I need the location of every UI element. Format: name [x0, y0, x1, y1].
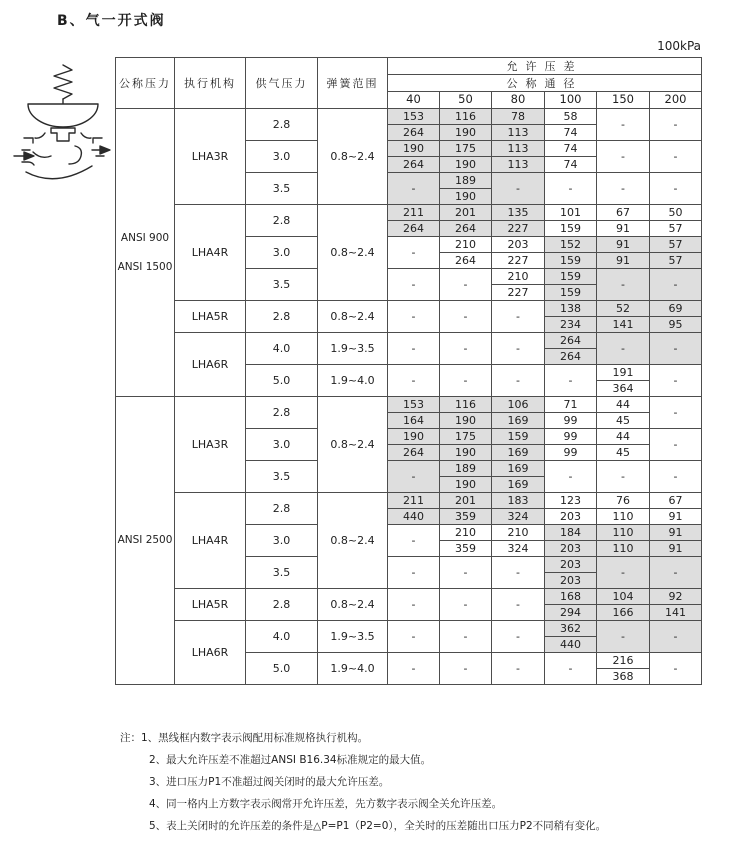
pressure-class-cell: ANSI 900 ANSI 1500: [116, 109, 175, 397]
value-cell: 45: [597, 413, 650, 429]
value-cell: 74: [545, 125, 597, 141]
note-line-2: [120, 749, 735, 771]
supply-pressure-cell: 4.0: [246, 333, 318, 365]
value-cell: 159: [492, 429, 545, 445]
value-cell: 67: [597, 205, 650, 221]
supply-pressure-cell: 2.8: [246, 301, 318, 333]
note-text: 2、最大允许压差不准超过ANSI B16.34标准规定的最大值。: [149, 754, 432, 766]
value-cell: -: [545, 653, 597, 685]
value-cell: 91: [650, 509, 702, 525]
supply-pressure-cell: 3.5: [246, 461, 318, 493]
note-text: 4、同一格内上方数字表示阀常开允许压差，先方数字表示阀全关允许压差。: [149, 798, 503, 810]
value-cell: 184: [545, 525, 597, 541]
value-cell: -: [545, 365, 597, 397]
value-cell: -: [597, 173, 650, 205]
value-cell: 210: [440, 237, 492, 253]
actuator-cell: LHA5R: [175, 301, 246, 333]
supply-pressure-cell: 3.0: [246, 141, 318, 173]
supply-pressure-cell: 5.0: [246, 653, 318, 685]
header-size-200: 200: [650, 92, 702, 109]
value-cell: -: [650, 397, 702, 429]
value-cell: 135: [492, 205, 545, 221]
value-cell: -: [388, 589, 440, 621]
value-cell: -: [650, 429, 702, 461]
value-cell: -: [388, 621, 440, 653]
header-actuator: 执行机构: [175, 58, 246, 109]
note-line-3: [120, 771, 735, 793]
value-cell: -: [388, 173, 440, 205]
table-header: [116, 58, 702, 109]
table-row: [116, 621, 702, 637]
spring-range-cell: 0.8~2.4: [318, 109, 388, 205]
value-cell: -: [492, 653, 545, 685]
value-cell: 99: [545, 429, 597, 445]
table-row: [116, 109, 702, 125]
value-cell: 110: [597, 541, 650, 557]
value-cell: -: [650, 621, 702, 653]
value-cell: 294: [545, 605, 597, 621]
value-cell: 169: [492, 413, 545, 429]
value-cell: 189: [440, 173, 492, 189]
value-cell: 189: [440, 461, 492, 477]
value-cell: 67: [650, 493, 702, 509]
notes: [120, 727, 735, 837]
supply-pressure-cell: 5.0: [246, 365, 318, 397]
flow-out-arrow: [100, 146, 110, 154]
spring-icon: [54, 65, 72, 99]
value-cell: 190: [440, 157, 492, 173]
header-supply-pressure: 供气压力: [246, 58, 318, 109]
page-title: B、气一开式阀: [57, 13, 166, 29]
value-cell: -: [388, 653, 440, 685]
value-cell: 50: [650, 205, 702, 221]
value-cell: 71: [545, 397, 597, 413]
value-cell: 92: [650, 589, 702, 605]
value-cell: 359: [440, 509, 492, 525]
value-cell: 201: [440, 493, 492, 509]
spring-range-cell: 0.8~2.4: [318, 493, 388, 589]
flow-in-arrow: [24, 152, 34, 160]
supply-pressure-cell: 3.0: [246, 237, 318, 269]
note-line-1: [120, 727, 735, 749]
actuator-cell: LHA3R: [175, 397, 246, 493]
value-cell: -: [597, 109, 650, 141]
value-cell: 440: [388, 509, 440, 525]
value-cell: 113: [492, 141, 545, 157]
value-cell: -: [545, 461, 597, 493]
value-cell: 116: [440, 109, 492, 125]
value-cell: -: [492, 557, 545, 589]
value-cell: 362: [545, 621, 597, 637]
value-cell: -: [545, 173, 597, 205]
value-cell: 91: [597, 253, 650, 269]
value-cell: 210: [492, 269, 545, 285]
header-spring-range: 弹簧范围: [318, 58, 388, 109]
value-cell: 169: [492, 477, 545, 493]
value-cell: -: [650, 365, 702, 397]
value-cell: -: [597, 557, 650, 589]
value-cell: 201: [440, 205, 492, 221]
value-cell: 166: [597, 605, 650, 621]
supply-pressure-cell: 4.0: [246, 621, 318, 653]
value-cell: 104: [597, 589, 650, 605]
notes-prefix: 注：: [120, 732, 141, 744]
value-cell: 227: [492, 285, 545, 301]
supply-pressure-cell: 3.0: [246, 525, 318, 557]
supply-pressure-cell: 2.8: [246, 205, 318, 237]
value-cell: 153: [388, 109, 440, 125]
value-cell: 203: [545, 573, 597, 589]
value-cell: 324: [492, 509, 545, 525]
value-cell: -: [492, 621, 545, 653]
value-cell: 190: [440, 445, 492, 461]
value-cell: -: [650, 109, 702, 141]
value-cell: 138: [545, 301, 597, 317]
value-cell: 74: [545, 157, 597, 173]
value-cell: -: [492, 365, 545, 397]
spring-range-cell: 0.8~2.4: [318, 205, 388, 301]
table-row: [116, 301, 702, 317]
value-cell: 359: [440, 541, 492, 557]
value-cell: 152: [545, 237, 597, 253]
value-cell: 45: [597, 445, 650, 461]
value-cell: 210: [492, 525, 545, 541]
spring-range-cell: 0.8~2.4: [318, 301, 388, 333]
value-cell: -: [597, 141, 650, 173]
note-text: 5、表上关闭时的允许压差的条件是△P=P1（P2=0），全关时的压差随出口压力P2不同稍有变化。: [149, 820, 607, 832]
value-cell: 99: [545, 413, 597, 429]
value-cell: -: [388, 333, 440, 365]
supply-pressure-cell: 2.8: [246, 493, 318, 525]
header-allowable-differential: 允许压差: [388, 58, 702, 75]
value-cell: 159: [545, 269, 597, 285]
value-cell: -: [650, 141, 702, 173]
value-cell: 91: [597, 237, 650, 253]
value-cell: 113: [492, 157, 545, 173]
value-cell: -: [650, 653, 702, 685]
value-cell: -: [492, 301, 545, 333]
note-line-5: [120, 815, 735, 837]
value-cell: -: [597, 621, 650, 653]
header-size-40: 40: [388, 92, 440, 109]
value-cell: 113: [492, 125, 545, 141]
value-cell: 203: [545, 509, 597, 525]
value-cell: -: [440, 621, 492, 653]
supply-pressure-cell: 3.5: [246, 173, 318, 205]
actuator-cell: LHA4R: [175, 205, 246, 301]
value-cell: 99: [545, 445, 597, 461]
value-cell: 203: [545, 541, 597, 557]
pressure-differential-table: [115, 57, 702, 685]
value-cell: 44: [597, 429, 650, 445]
supply-pressure-cell: 3.0: [246, 429, 318, 461]
value-cell: -: [440, 269, 492, 301]
header-size-50: 50: [440, 92, 492, 109]
value-cell: 190: [388, 429, 440, 445]
value-cell: 110: [597, 509, 650, 525]
value-cell: 52: [597, 301, 650, 317]
supply-pressure-cell: 3.5: [246, 269, 318, 301]
value-cell: 169: [492, 461, 545, 477]
value-cell: -: [440, 301, 492, 333]
actuator-cell: LHA6R: [175, 333, 246, 397]
value-cell: 169: [492, 445, 545, 461]
supply-pressure-cell: 2.8: [246, 397, 318, 429]
value-cell: 110: [597, 525, 650, 541]
pressure-class-cell: ANSI 2500: [116, 397, 175, 685]
value-cell: -: [440, 333, 492, 365]
actuator-cell: LHA4R: [175, 493, 246, 589]
note-text: 1、黑线框内数字表示阀配用标准规格执行机构。: [141, 732, 369, 744]
value-cell: 216: [597, 653, 650, 669]
header-size-150: 150: [597, 92, 650, 109]
diaphragm-bowl: [28, 104, 98, 127]
value-cell: 264: [440, 253, 492, 269]
value-cell: -: [388, 237, 440, 269]
spring-range-cell: 0.8~2.4: [318, 397, 388, 493]
value-cell: 203: [545, 557, 597, 573]
value-cell: 57: [650, 253, 702, 269]
actuator-cell: LHA5R: [175, 589, 246, 621]
header-size-80: 80: [492, 92, 545, 109]
value-cell: 91: [650, 541, 702, 557]
unit-label: 100kPa: [657, 39, 701, 53]
value-cell: 159: [545, 221, 597, 237]
value-cell: 190: [388, 141, 440, 157]
value-cell: 44: [597, 397, 650, 413]
value-cell: -: [388, 269, 440, 301]
actuator-cell: LHA3R: [175, 109, 246, 205]
value-cell: -: [440, 365, 492, 397]
value-cell: -: [440, 557, 492, 589]
value-cell: -: [597, 461, 650, 493]
value-cell: 203: [492, 237, 545, 253]
actuator-cell: LHA6R: [175, 621, 246, 685]
value-cell: 57: [650, 237, 702, 253]
spring-range-cell: 1.9~3.5: [318, 621, 388, 653]
value-cell: 141: [597, 317, 650, 333]
value-cell: -: [597, 269, 650, 301]
spring-range-cell: 0.8~2.4: [318, 589, 388, 621]
value-cell: -: [440, 589, 492, 621]
value-cell: 264: [388, 157, 440, 173]
table-row: [116, 589, 702, 605]
spring-range-cell: 1.9~3.5: [318, 333, 388, 365]
value-cell: 191: [597, 365, 650, 381]
value-cell: 101: [545, 205, 597, 221]
value-cell: 211: [388, 205, 440, 221]
value-cell: 76: [597, 493, 650, 509]
value-cell: 190: [440, 477, 492, 493]
table-row: [116, 333, 702, 349]
value-cell: 364: [597, 381, 650, 397]
value-cell: 116: [440, 397, 492, 413]
note-text: 3、进口压力P1不准超过阀关闭时的最大允许压差。: [149, 776, 390, 788]
value-cell: 264: [388, 221, 440, 237]
value-cell: -: [597, 333, 650, 365]
value-cell: -: [388, 301, 440, 333]
value-cell: -: [388, 557, 440, 589]
value-cell: 368: [597, 669, 650, 685]
value-cell: 74: [545, 141, 597, 157]
value-cell: -: [650, 269, 702, 301]
value-cell: -: [388, 525, 440, 557]
value-cell: 159: [545, 285, 597, 301]
value-cell: 324: [492, 541, 545, 557]
value-cell: 91: [597, 221, 650, 237]
value-cell: 123: [545, 493, 597, 509]
value-cell: 234: [545, 317, 597, 333]
value-cell: 58: [545, 109, 597, 125]
value-cell: 190: [440, 189, 492, 205]
value-cell: 57: [650, 221, 702, 237]
value-cell: -: [388, 461, 440, 493]
value-cell: -: [650, 173, 702, 205]
value-cell: 78: [492, 109, 545, 125]
value-cell: 264: [388, 445, 440, 461]
table-row: [116, 397, 702, 413]
value-cell: -: [650, 461, 702, 493]
table-row: [116, 205, 702, 221]
supply-pressure-cell: 2.8: [246, 589, 318, 621]
header-nominal-diameter: 公称通径: [388, 75, 702, 92]
value-cell: -: [492, 173, 545, 205]
spring-range-cell: 1.9~4.0: [318, 653, 388, 685]
note-line-4: [120, 793, 735, 815]
value-cell: 190: [440, 413, 492, 429]
valve-schematic-icon: [12, 62, 114, 182]
value-cell: 175: [440, 141, 492, 157]
value-cell: 69: [650, 301, 702, 317]
header-nominal-pressure: 公称压力: [116, 58, 175, 109]
value-cell: 210: [440, 525, 492, 541]
value-cell: -: [650, 557, 702, 589]
value-cell: 211: [388, 493, 440, 509]
value-cell: -: [650, 333, 702, 365]
value-cell: 175: [440, 429, 492, 445]
value-cell: 159: [545, 253, 597, 269]
value-cell: -: [492, 333, 545, 365]
value-cell: 168: [545, 589, 597, 605]
supply-pressure-cell: 3.5: [246, 557, 318, 589]
value-cell: 141: [650, 605, 702, 621]
table-row: [116, 493, 702, 509]
value-cell: 153: [388, 397, 440, 413]
value-cell: 440: [545, 637, 597, 653]
value-cell: 164: [388, 413, 440, 429]
value-cell: 190: [440, 125, 492, 141]
spring-range-cell: 1.9~4.0: [318, 365, 388, 397]
value-cell: 95: [650, 317, 702, 333]
value-cell: -: [440, 653, 492, 685]
value-cell: 264: [545, 333, 597, 349]
value-cell: 106: [492, 397, 545, 413]
header-size-100: 100: [545, 92, 597, 109]
value-cell: -: [388, 365, 440, 397]
value-cell: 264: [388, 125, 440, 141]
value-cell: 183: [492, 493, 545, 509]
value-cell: 264: [440, 221, 492, 237]
value-cell: 91: [650, 525, 702, 541]
value-cell: 227: [492, 221, 545, 237]
value-cell: 227: [492, 253, 545, 269]
value-cell: -: [492, 589, 545, 621]
value-cell: 264: [545, 349, 597, 365]
supply-pressure-cell: 2.8: [246, 109, 318, 141]
